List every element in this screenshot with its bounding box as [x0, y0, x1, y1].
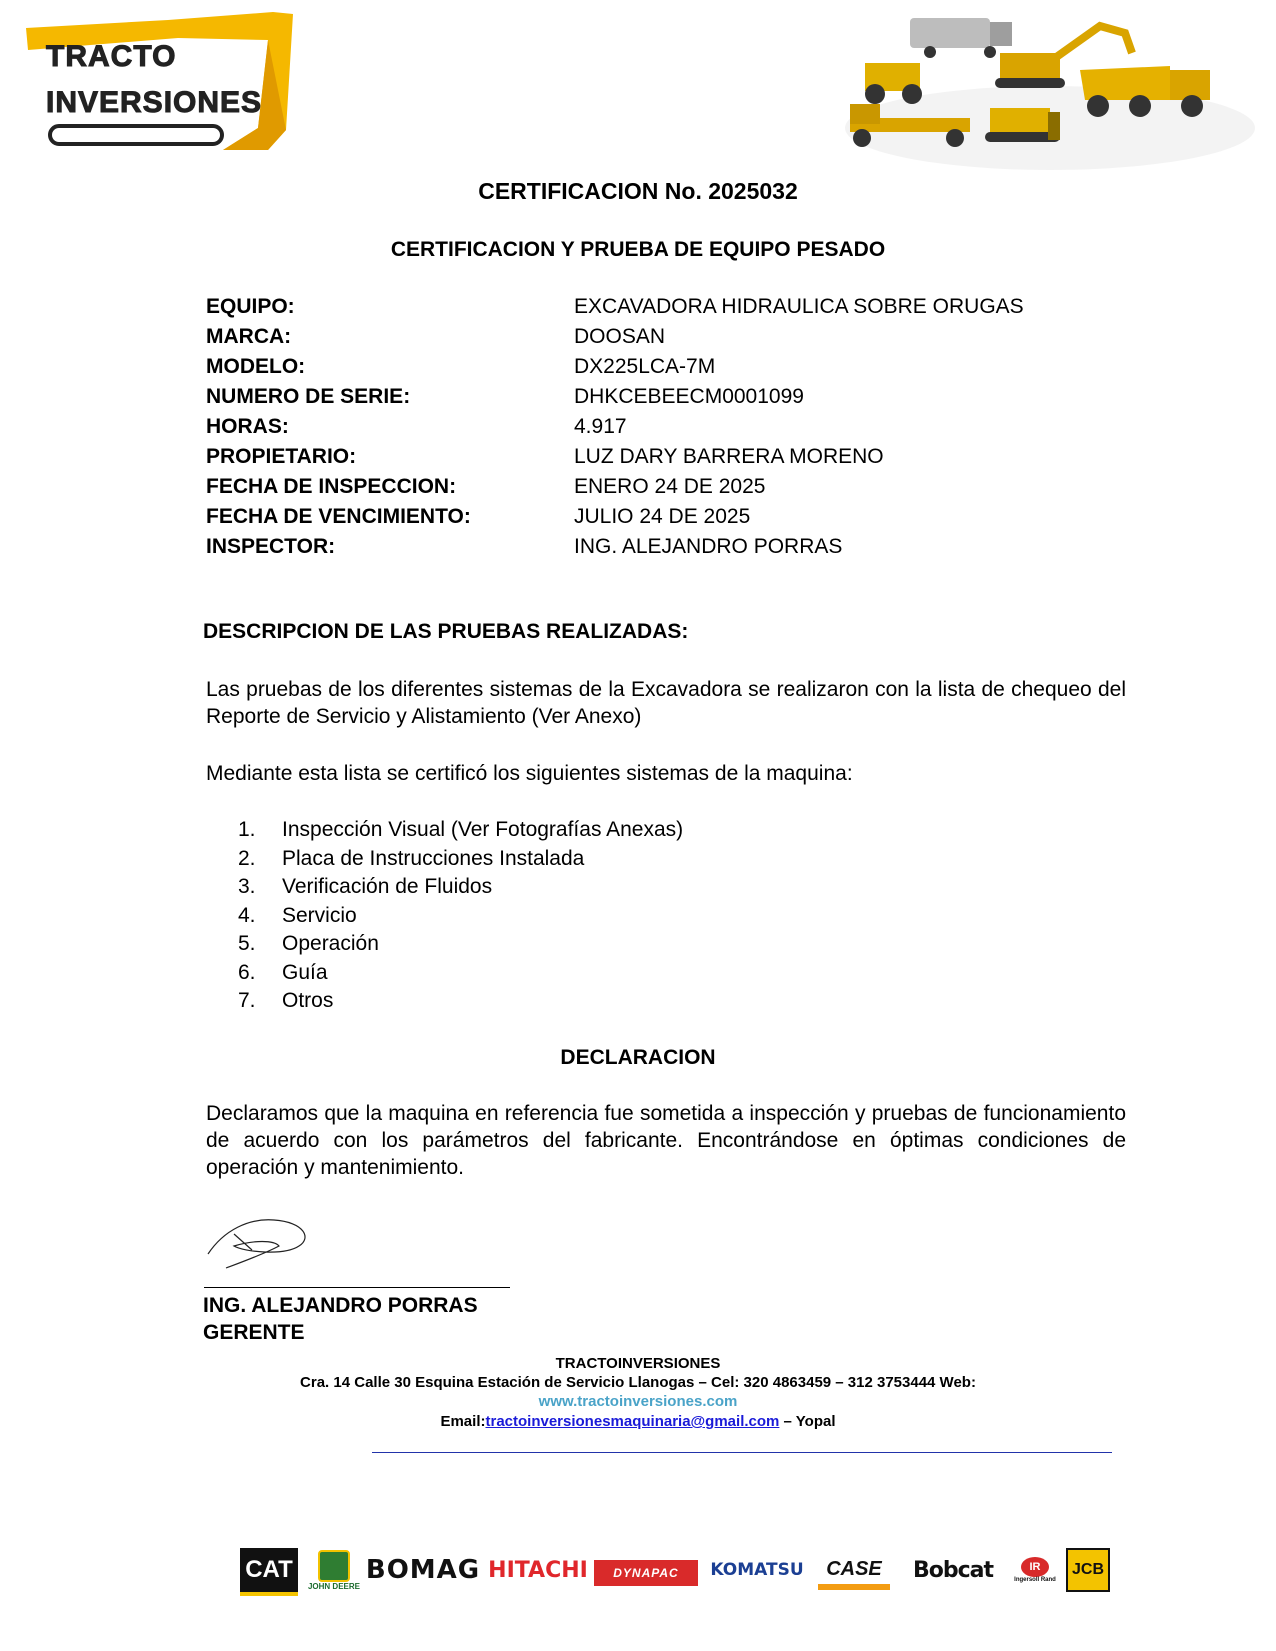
- ir-badge-icon: IR: [1021, 1557, 1049, 1577]
- logo-text-tracto: TRACTO: [46, 40, 177, 73]
- field-row-modelo: [206, 352, 1024, 382]
- jcb-logo: JCB: [1066, 1548, 1110, 1592]
- cat-logo: CAT: [240, 1548, 298, 1596]
- email-link[interactable]: tractoinversionesmaquinaria@gmail.com: [485, 1413, 780, 1430]
- list-text: Guía: [282, 960, 328, 984]
- footer-email-line: [0, 1413, 1276, 1430]
- signature-line: [204, 1287, 510, 1288]
- list-item: [238, 902, 683, 931]
- bobcat-logo: Bobcat: [912, 1557, 994, 1583]
- company-logo: [18, 10, 308, 160]
- list-number: 4.: [238, 903, 256, 927]
- list-number: 1.: [238, 818, 256, 841]
- field-value: ING. ALEJANDRO PORRAS: [574, 535, 843, 558]
- john-deere-logo: [304, 1548, 364, 1592]
- list-item: [238, 873, 683, 902]
- field-label: FECHA DE VENCIMIENTO:: [206, 505, 471, 528]
- field-row-fecha-vencimiento: [206, 502, 1024, 532]
- field-label: EQUIPO:: [206, 295, 295, 318]
- list-number: 6.: [238, 960, 256, 984]
- field-row-inspector: [206, 532, 1024, 562]
- list-text: Otros: [282, 989, 334, 1012]
- field-label: MODELO:: [206, 355, 306, 378]
- footer-divider: [372, 1452, 1112, 1453]
- certificate-subtitle: CERTIFICACION Y PRUEBA DE EQUIPO PESADO: [390, 238, 886, 261]
- list-text: Verificación de Fluidos: [282, 875, 493, 898]
- list-item: [238, 959, 683, 988]
- ingersoll-rand-text: Ingersoll Rand: [1014, 1577, 1056, 1583]
- tests-paragraph-2: Mediante esta lista se certificó los siguientes sistemas de la maquina:: [206, 762, 853, 785]
- list-number: 2.: [238, 846, 256, 870]
- list-text: Inspección Visual (Ver Fotografías Anexas): [282, 818, 684, 841]
- systems-list: [238, 816, 683, 1016]
- field-row-fecha-inspeccion: [206, 472, 1024, 502]
- field-value: LUZ DARY BARRERA MORENO: [574, 445, 884, 468]
- footer-company: TRACTOINVERSIONES: [555, 1355, 721, 1372]
- declaration-title: DECLARACION: [560, 1046, 716, 1069]
- footer-address: Cra. 14 Calle 30 Esquina Estación de Servicio Llanogas – Cel: 320 4863459 – 312 3753444 Web:: [300, 1374, 976, 1391]
- list-text: Operación: [282, 932, 379, 955]
- list-item: [238, 930, 683, 959]
- field-label: NUMERO DE SERIE:: [206, 385, 411, 408]
- logo-text-inversiones: INVERSIONES: [46, 86, 263, 119]
- declaration-text: Declaramos que la maquina en referencia fue sometida a inspección y pruebas de funcionamiento de acuerdo con los parámetros del fabricante. Encontrándose en óptimas condiciones de operación y mantenimiento.: [206, 1102, 1126, 1179]
- heavy-machinery-illustration-icon: [840, 8, 1260, 173]
- case-logo: CASE: [818, 1554, 890, 1590]
- field-label: MARCA:: [206, 325, 292, 348]
- field-value: JULIO 24 DE 2025: [574, 505, 751, 528]
- list-item: [238, 816, 683, 845]
- list-item: [238, 845, 683, 874]
- field-row-equipo: [206, 292, 1024, 322]
- list-number: 3.: [238, 875, 256, 898]
- field-value: DHKCEBEECM0001099: [574, 385, 804, 408]
- list-number: 7.: [238, 989, 256, 1012]
- field-value: 4.917: [574, 415, 627, 438]
- field-value: EXCAVADORA HIDRAULICA SOBRE ORUGAS: [574, 295, 1024, 318]
- field-row-serie: [206, 382, 1024, 412]
- field-row-propietario: [206, 442, 1024, 472]
- field-value: DOOSAN: [574, 325, 666, 348]
- footer-web-link[interactable]: www.tractoinversiones.com: [538, 1393, 738, 1410]
- tests-section-title: DESCRIPCION DE LAS PRUEBAS REALIZADAS:: [203, 620, 689, 643]
- list-item: [238, 987, 683, 1016]
- email-label: Email:: [440, 1413, 486, 1430]
- signer-name: ING. ALEJANDRO PORRAS: [203, 1294, 478, 1317]
- signer-block: [203, 1292, 478, 1346]
- equipment-details: [206, 292, 1024, 562]
- john-deere-text: JOHN DEERE: [307, 1581, 360, 1591]
- brand-logos-strip: [240, 1548, 1110, 1596]
- field-label: INSPECTOR:: [206, 535, 336, 558]
- handwritten-signature-icon: [204, 1210, 314, 1270]
- hitachi-logo: HITACHI: [488, 1557, 588, 1583]
- dynapac-logo: DYNAPAC: [594, 1560, 698, 1586]
- certificate-number-title: CERTIFICACION No. 2025032: [478, 178, 798, 204]
- logo-track-icon: [48, 124, 224, 146]
- field-label: HORAS:: [206, 415, 289, 438]
- ingersoll-rand-logo: [1010, 1548, 1060, 1592]
- field-value: DX225LCA-7M: [574, 355, 716, 378]
- footer-city: – Yopal: [779, 1413, 836, 1430]
- list-text: Placa de Instrucciones Instalada: [282, 846, 585, 870]
- list-number: 5.: [238, 932, 256, 955]
- tests-paragraph-1: Las pruebas de los diferentes sistemas de la Excavadora se realizaron con la lista de chequeo del Reporte de Servicio y Alistamiento (Ver Anexo): [206, 678, 1126, 728]
- komatsu-logo: KOMATSU: [710, 1560, 804, 1580]
- field-value: ENERO 24 DE 2025: [574, 475, 766, 498]
- deer-icon: [318, 1550, 350, 1582]
- list-text: Servicio: [282, 903, 357, 927]
- field-label: PROPIETARIO:: [206, 445, 357, 468]
- signer-role: GERENTE: [203, 1321, 305, 1344]
- field-row-horas: [206, 412, 1024, 442]
- field-label: FECHA DE INSPECCION:: [206, 475, 457, 498]
- field-row-marca: [206, 322, 1024, 352]
- bomag-logo: BOMAG: [365, 1555, 481, 1585]
